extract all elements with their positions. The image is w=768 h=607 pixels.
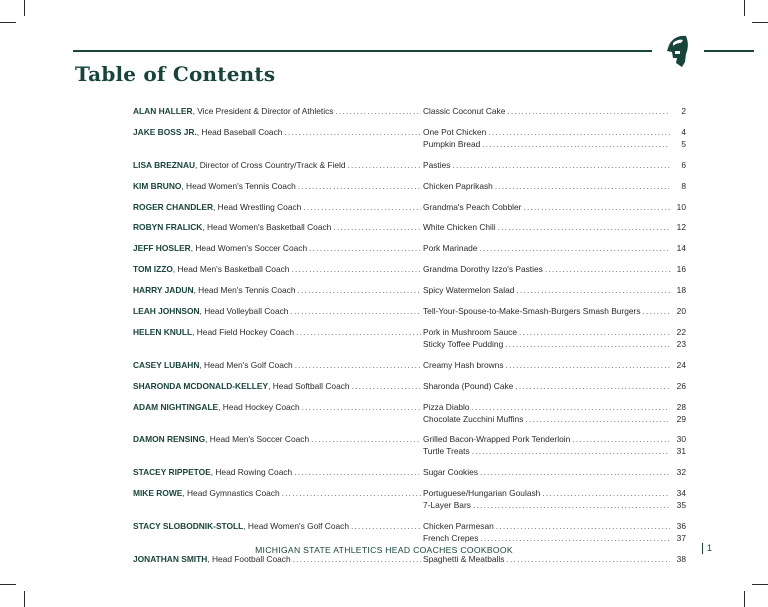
dot-leader <box>333 222 421 234</box>
recipe-title: Pork Marinade <box>423 243 478 254</box>
coach-role: , Head Women's Basketball Coach <box>202 222 332 233</box>
dot-leader <box>290 306 421 318</box>
recipe-title: Grandma's Peach Cobbler <box>423 201 522 212</box>
recipe-item <box>423 285 686 297</box>
crop-mark-top-right <box>744 0 745 16</box>
recipe-page-number: 26 <box>676 380 686 391</box>
dot-leader <box>498 222 670 234</box>
recipe-page-number: 2 <box>681 106 686 116</box>
recipe-page-number: 22 <box>676 326 686 337</box>
dot-leader <box>572 434 670 446</box>
recipe-page-number: 38 <box>676 553 686 564</box>
header-rule-right <box>704 50 754 52</box>
page-number-divider <box>702 543 703 554</box>
dot-leader <box>472 446 670 458</box>
coach-role: , Head Men's Soccer Coach <box>205 434 310 445</box>
recipe-list <box>423 488 686 512</box>
coach-name: HARRY JADUN <box>133 285 194 296</box>
table-of-contents <box>133 106 686 575</box>
recipe-title: Chicken Paprikash <box>423 180 493 191</box>
recipe-title: French Crepes <box>423 532 479 543</box>
toc-entry <box>133 306 686 318</box>
coach-info <box>133 306 423 318</box>
recipe-item <box>423 554 686 566</box>
recipe-page-number: 24 <box>676 359 686 370</box>
coach-role: , Head Field Hockey Coach <box>192 326 295 337</box>
recipe-item <box>423 139 686 151</box>
recipe-page-number: 20 <box>676 306 686 317</box>
recipe-page-number: 4 <box>681 126 686 137</box>
coach-name: ADAM NIGHTINGALE <box>133 401 219 412</box>
toc-entry <box>133 554 686 566</box>
toc-entry <box>133 264 686 276</box>
recipe-list <box>423 306 686 318</box>
crop-mark-bottom-left <box>24 591 25 607</box>
recipe-list <box>423 106 686 118</box>
coach-info <box>133 160 423 172</box>
toc-entry <box>133 360 686 372</box>
crop-mark-bottom-left-h <box>0 584 16 585</box>
recipe-page-number: 30 <box>676 434 686 445</box>
coach-info <box>133 202 423 214</box>
page-number-value: 1 <box>707 543 713 553</box>
recipe-item <box>423 243 686 255</box>
coach-info <box>133 181 423 193</box>
coach-role: , Director of Cross Country/Track & Field <box>195 159 346 170</box>
recipe-page-number: 37 <box>676 532 686 543</box>
coach-role: , Head Men's Golf Coach <box>199 359 293 370</box>
recipe-item <box>423 446 686 458</box>
recipe-list <box>423 264 686 276</box>
dot-leader <box>480 533 670 545</box>
recipe-item <box>423 202 686 214</box>
crop-mark-top-left-h <box>0 22 16 23</box>
toc-entry <box>133 381 686 393</box>
crop-mark-bottom-right <box>744 591 745 607</box>
recipe-list <box>423 554 686 566</box>
recipe-page-number: 10 <box>676 201 686 212</box>
recipe-list <box>423 222 686 234</box>
coach-info <box>133 488 423 512</box>
toc-entry <box>133 285 686 297</box>
coach-name: LEAH JOHNSON <box>133 306 200 317</box>
coach-role: , Head Wrestling Coach <box>213 201 302 212</box>
coach-role: , Head Rowing Coach <box>210 467 293 478</box>
recipe-title: Sharonda (Pound) Cake <box>423 380 514 391</box>
recipe-page-number: 14 <box>676 243 686 254</box>
coach-info <box>133 554 423 566</box>
recipe-item <box>423 434 686 446</box>
dot-leader <box>479 243 670 255</box>
recipe-item <box>423 306 686 318</box>
recipe-list <box>423 243 686 255</box>
dot-leader <box>302 402 421 426</box>
recipe-item <box>423 402 686 414</box>
coach-info <box>133 243 423 255</box>
footer-title: MICHIGAN STATE ATHLETICS HEAD COACHES COOKBOOK <box>255 545 513 555</box>
dot-leader <box>452 160 670 172</box>
dot-leader <box>352 381 421 393</box>
coach-role: , Vice President & Director of Athletics <box>192 106 334 116</box>
coach-name: STACEY RIPPETOE <box>133 467 211 478</box>
coach-role: , Head Men's Basketball Coach <box>172 264 290 275</box>
recipe-page-number: 8 <box>681 180 686 191</box>
recipe-item <box>423 339 686 351</box>
recipe-title: Creamy Hash browns <box>423 359 504 370</box>
dot-leader <box>545 264 670 276</box>
recipe-item <box>423 488 686 500</box>
toc-entry <box>133 327 686 351</box>
dot-leader <box>309 243 421 255</box>
page-title: Table of Contents <box>75 62 276 86</box>
dot-leader <box>284 127 421 151</box>
coach-name: ROGER CHANDLER <box>133 201 214 212</box>
toc-entry <box>133 243 686 255</box>
coach-info <box>133 402 423 426</box>
recipe-item <box>423 500 686 512</box>
recipe-item <box>423 264 686 276</box>
coach-name: CASEY LUBAHN <box>133 359 200 370</box>
coach-role: , Head Gymnastics Coach <box>182 488 280 499</box>
recipe-title: White Chicken Chili <box>423 222 496 233</box>
recipe-title: Sticky Toffee Pudding <box>423 338 504 349</box>
crop-mark-bottom-right-h <box>752 584 768 585</box>
recipe-list <box>423 360 686 372</box>
coach-name: JONATHAN SMITH <box>133 553 208 564</box>
crop-mark-top-right-h <box>752 22 768 23</box>
coach-info <box>133 360 423 372</box>
recipe-title: Grandma Dorothy Izzo's Pasties <box>423 264 543 275</box>
recipe-list <box>423 285 686 297</box>
recipe-item <box>423 414 686 426</box>
recipe-list <box>423 327 686 351</box>
dot-leader <box>303 202 421 214</box>
dot-leader <box>488 127 670 139</box>
recipe-list <box>423 202 686 214</box>
recipe-title: Spicy Watermelon Salad <box>423 285 515 296</box>
recipe-title: Grilled Bacon-Wrapped Pork Tenderloin <box>423 434 571 445</box>
coach-name: ROBYN FRALICK <box>133 222 203 233</box>
dot-leader <box>348 160 421 172</box>
coach-info <box>133 434 423 458</box>
recipe-page-number: 34 <box>676 488 686 499</box>
dot-leader <box>525 414 670 426</box>
recipe-page-number: 12 <box>676 222 686 233</box>
coach-info <box>133 264 423 276</box>
coach-role: , Head Baseball Coach <box>196 126 283 137</box>
coach-name: STACY SLOBODNIK-STOLL <box>133 520 244 531</box>
recipe-item <box>423 533 686 545</box>
dot-leader <box>295 360 421 372</box>
recipe-list <box>423 402 686 426</box>
recipe-title: Portuguese/Hungarian Goulash <box>423 488 541 499</box>
dot-leader <box>542 488 670 500</box>
recipe-list <box>423 127 686 151</box>
dot-leader <box>496 521 670 533</box>
coach-name: KIM BRUNO <box>133 180 182 191</box>
coach-info <box>133 467 423 479</box>
dot-leader <box>296 327 421 351</box>
header-rule-left <box>73 50 652 52</box>
coach-info <box>133 285 423 297</box>
recipe-title: Pizza Diablo <box>423 401 470 412</box>
recipe-page-number: 5 <box>681 138 686 149</box>
coach-info <box>133 106 423 118</box>
recipe-title: Turtle Treats <box>423 446 470 457</box>
dot-leader <box>298 285 422 297</box>
recipe-page-number: 31 <box>676 446 686 457</box>
dot-leader <box>282 488 421 512</box>
toc-entry <box>133 521 686 545</box>
dot-leader <box>473 500 670 512</box>
recipe-title: Sugar Cookies <box>423 467 478 478</box>
dot-leader <box>291 264 421 276</box>
coach-name: JEFF HOSLER <box>133 243 191 254</box>
coach-info <box>133 381 423 393</box>
dot-leader <box>482 139 670 151</box>
coach-role: , Head Football Coach <box>207 553 291 564</box>
coach-role: , Head Women's Tennis Coach <box>181 180 296 191</box>
recipe-list <box>423 467 686 479</box>
recipe-title: Spaghetti & Meatballs <box>423 553 505 564</box>
recipe-item <box>423 521 686 533</box>
recipe-title: One Pot Chicken <box>423 126 487 137</box>
toc-entry <box>133 222 686 234</box>
recipe-title: Pumpkin Bread <box>423 138 481 149</box>
dot-leader <box>495 181 670 193</box>
dot-leader <box>506 554 670 566</box>
recipe-item <box>423 181 686 193</box>
coach-role: , Head Women's Golf Coach <box>243 520 349 531</box>
toc-entry <box>133 488 686 512</box>
recipe-page-number: 23 <box>676 338 686 349</box>
coach-info <box>133 521 423 545</box>
coach-role: , Head Women's Soccer Coach <box>190 243 308 254</box>
coach-name: MIKE ROWE <box>133 488 183 499</box>
toc-entry <box>133 181 686 193</box>
recipe-list <box>423 160 686 172</box>
recipe-item <box>423 467 686 479</box>
dot-leader <box>507 106 670 118</box>
dot-leader <box>293 554 421 566</box>
dot-leader <box>523 202 670 214</box>
dot-leader <box>472 402 670 414</box>
coach-info <box>133 222 423 234</box>
coach-name: JAKE BOSS JR. <box>133 126 197 137</box>
toc-entry <box>133 434 686 458</box>
toc-entry <box>133 127 686 151</box>
dot-leader <box>519 327 670 339</box>
coach-role: , Head Hockey Coach <box>218 401 300 412</box>
dot-leader <box>351 521 421 545</box>
recipe-item <box>423 160 686 172</box>
recipe-page-number: 18 <box>676 285 686 296</box>
dot-leader <box>480 467 670 479</box>
dot-leader <box>294 467 421 479</box>
recipe-title: Classic Coconut Cake <box>423 106 506 116</box>
dot-leader <box>335 106 421 118</box>
recipe-item <box>423 360 686 372</box>
recipe-title: 7-Layer Bars <box>423 500 471 511</box>
page-number <box>702 543 712 554</box>
recipe-title: Chicken Parmesan <box>423 520 494 531</box>
recipe-item <box>423 327 686 339</box>
crop-mark-top-left <box>24 0 25 16</box>
recipe-page-number: 29 <box>676 413 686 424</box>
toc-entry <box>133 467 686 479</box>
dot-leader <box>516 285 670 297</box>
recipe-item <box>423 222 686 234</box>
dot-leader <box>311 434 421 458</box>
toc-entry <box>133 202 686 214</box>
toc-entry <box>133 160 686 172</box>
dot-leader <box>298 181 421 193</box>
spartan-helmet-icon <box>664 34 694 70</box>
coach-name: ALAN HALLER <box>133 106 193 116</box>
dot-leader <box>515 381 670 393</box>
coach-info <box>133 127 423 151</box>
coach-role: , Head Men's Tennis Coach <box>193 285 296 296</box>
coach-name: HELEN KNULL <box>133 326 193 337</box>
dot-leader <box>506 360 670 372</box>
recipe-item <box>423 106 686 118</box>
toc-entry <box>133 402 686 426</box>
recipe-page-number: 32 <box>676 467 686 478</box>
dot-leader <box>505 339 670 351</box>
coach-name: LISA BREZNAU <box>133 159 196 170</box>
coach-role: , Head Volleyball Coach <box>199 306 289 317</box>
coach-name: TOM IZZO <box>133 264 173 275</box>
recipe-title: Pasties <box>423 159 451 170</box>
coach-info <box>133 327 423 351</box>
coach-name: DAMON RENSING <box>133 434 206 445</box>
recipe-page-number: 28 <box>676 401 686 412</box>
recipe-title: Pork in Mushroom Sauce <box>423 326 518 337</box>
recipe-page-number: 6 <box>681 159 686 170</box>
coach-name: SHARONDA MCDONALD-KELLEY <box>133 380 269 391</box>
recipe-list <box>423 381 686 393</box>
coach-role: , Head Softball Coach <box>268 380 350 391</box>
recipe-page-number: 36 <box>676 520 686 531</box>
recipe-list <box>423 521 686 545</box>
toc-entry <box>133 106 686 118</box>
recipe-item <box>423 127 686 139</box>
dot-leader <box>643 306 670 318</box>
recipe-list <box>423 434 686 458</box>
recipe-list <box>423 181 686 193</box>
recipe-title: Tell-Your-Spouse-to-Make-Smash-Burgers Smash Burgers <box>423 306 641 317</box>
recipe-page-number: 35 <box>676 500 686 511</box>
recipe-title: Chocolate Zucchini Muffins <box>423 413 524 424</box>
recipe-item <box>423 381 686 393</box>
recipe-page-number: 16 <box>676 264 686 275</box>
